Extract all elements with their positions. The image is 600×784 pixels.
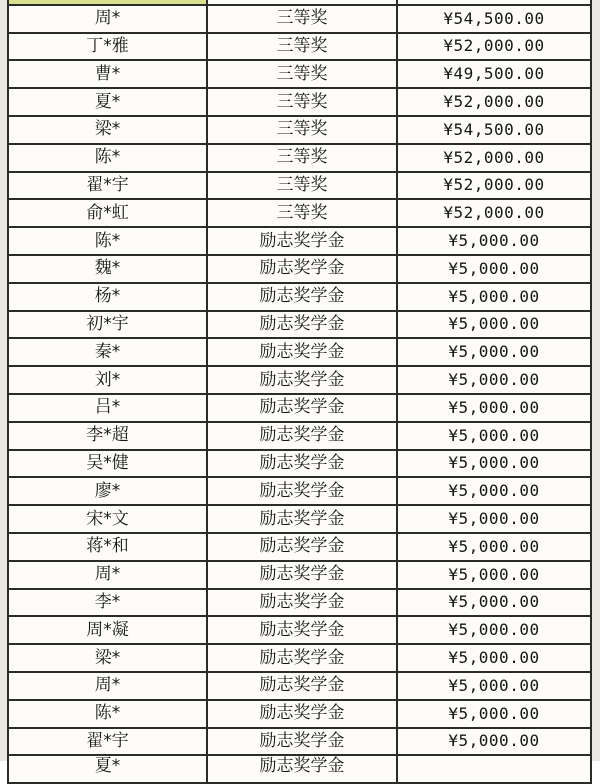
cell-award: 励志奖学金 [208, 284, 398, 310]
cell-name: 李*超 [9, 423, 208, 449]
cell-award: 励志奖学金 [208, 562, 398, 588]
table-row [9, 312, 590, 340]
cell-name: 周* [9, 6, 208, 32]
cell-name: 周*凝 [9, 617, 208, 643]
table-row [9, 673, 590, 701]
table-row [9, 701, 590, 729]
cell-award: 励志奖学金 [208, 645, 398, 671]
table-row [9, 395, 590, 423]
cell-amount: ¥54,500.00 [398, 117, 590, 143]
cell-award: 三等奖 [208, 200, 398, 226]
cell-award: 励志奖学金 [208, 367, 398, 393]
cell-name: 蒋*和 [9, 534, 208, 560]
cell-name: 刘* [9, 367, 208, 393]
cell-amount: ¥5,000.00 [398, 673, 590, 699]
cell-amount: ¥5,000.00 [398, 729, 590, 755]
cell-name: 陈* [9, 145, 208, 171]
cell-amount: ¥5,000.00 [398, 451, 590, 477]
cell-amount: ¥52,000.00 [398, 173, 590, 199]
cell-amount: ¥5,000.00 [398, 367, 590, 393]
table-row [9, 534, 590, 562]
table-row-partial-bottom [9, 756, 590, 784]
cell-amount: ¥5,000.00 [398, 534, 590, 560]
table-row [9, 61, 590, 89]
cell-amount: ¥52,000.00 [398, 89, 590, 115]
cell-award: 三等奖 [208, 173, 398, 199]
cell-amount: ¥52,000.00 [398, 145, 590, 171]
cell-name: 梁* [9, 117, 208, 143]
cell-award: 励志奖学金 [208, 339, 398, 365]
cell-amount: ¥54,500.00 [398, 6, 590, 32]
cell-name: 宋*文 [9, 506, 208, 532]
table-row [9, 145, 590, 173]
cell-amount [398, 756, 590, 782]
cell-amount: ¥5,000.00 [398, 645, 590, 671]
cell-amount: ¥5,000.00 [398, 228, 590, 254]
cell-amount: ¥5,000.00 [398, 284, 590, 310]
table-row [9, 423, 590, 451]
cell-name: 周* [9, 673, 208, 699]
cell-name: 梁* [9, 645, 208, 671]
cell-amount: ¥5,000.00 [398, 395, 590, 421]
cell-award: 励志奖学金 [208, 312, 398, 338]
cell-name: 陈* [9, 701, 208, 727]
cell-award: 励志奖学金 [208, 506, 398, 532]
cell-amount [398, 0, 590, 4]
cell-name: 夏* [9, 756, 208, 782]
table-row [9, 173, 590, 201]
cell-name: 丁*雅 [9, 34, 208, 60]
cell-award: 励志奖学金 [208, 729, 398, 755]
cell-name: 李* [9, 590, 208, 616]
table-row [9, 478, 590, 506]
table-row [9, 228, 590, 256]
cell-amount: ¥49,500.00 [398, 61, 590, 87]
cell-name: 魏* [9, 256, 208, 282]
cell-award: 励志奖学金 [208, 534, 398, 560]
cell-amount: ¥5,000.00 [398, 312, 590, 338]
cell-award: 三等奖 [208, 34, 398, 60]
cell-award: 三等奖 [208, 117, 398, 143]
cell-award: 励志奖学金 [208, 590, 398, 616]
table-row [9, 451, 590, 479]
table-row [9, 367, 590, 395]
table-row [9, 617, 590, 645]
table-row [9, 89, 590, 117]
cell-award: 励志奖学金 [208, 451, 398, 477]
table-row [9, 339, 590, 367]
awards-table-body [9, 6, 590, 757]
cell-amount: ¥5,000.00 [398, 423, 590, 449]
cell-award: 三等奖 [208, 89, 398, 115]
cell-name: 秦* [9, 339, 208, 365]
cell-name: 杨* [9, 284, 208, 310]
cell-amount: ¥5,000.00 [398, 590, 590, 616]
table-row [9, 506, 590, 534]
cell-name-highlighted [9, 0, 208, 4]
cell-award [208, 0, 398, 4]
cell-award: 三等奖 [208, 6, 398, 32]
cell-name: 翟*宇 [9, 173, 208, 199]
cell-name: 翟*宇 [9, 729, 208, 755]
table-row [9, 645, 590, 673]
cell-amount: ¥52,000.00 [398, 34, 590, 60]
cell-name: 俞*虹 [9, 200, 208, 226]
table-row [9, 117, 590, 145]
cell-award: 励志奖学金 [208, 673, 398, 699]
table-row [9, 729, 590, 757]
table-row [9, 34, 590, 62]
cell-name: 夏* [9, 89, 208, 115]
cell-amount: ¥5,000.00 [398, 256, 590, 282]
table-row [9, 590, 590, 618]
cell-award: 三等奖 [208, 145, 398, 171]
cell-name: 廖* [9, 478, 208, 504]
cell-name: 初*宇 [9, 312, 208, 338]
cell-name: 吕* [9, 395, 208, 421]
cell-award: 三等奖 [208, 61, 398, 87]
cell-amount: ¥52,000.00 [398, 200, 590, 226]
table-row [9, 256, 590, 284]
cell-award: 励志奖学金 [208, 478, 398, 504]
cell-name: 曹* [9, 61, 208, 87]
table-row [9, 562, 590, 590]
awards-table [7, 0, 592, 784]
cell-award: 励志奖学金 [208, 617, 398, 643]
cell-amount: ¥5,000.00 [398, 339, 590, 365]
cell-award: 励志奖学金 [208, 756, 398, 782]
cell-name: 吴*健 [9, 451, 208, 477]
cell-name: 陈* [9, 228, 208, 254]
table-row [9, 200, 590, 228]
cell-award: 励志奖学金 [208, 423, 398, 449]
cell-award: 励志奖学金 [208, 228, 398, 254]
table-row [9, 6, 590, 34]
cell-award: 励志奖学金 [208, 256, 398, 282]
table-row [9, 284, 590, 312]
cell-name: 周* [9, 562, 208, 588]
cell-amount: ¥5,000.00 [398, 562, 590, 588]
cell-amount: ¥5,000.00 [398, 617, 590, 643]
cell-amount: ¥5,000.00 [398, 506, 590, 532]
cell-award: 励志奖学金 [208, 701, 398, 727]
cell-amount: ¥5,000.00 [398, 701, 590, 727]
cell-award: 励志奖学金 [208, 395, 398, 421]
cell-amount: ¥5,000.00 [398, 478, 590, 504]
